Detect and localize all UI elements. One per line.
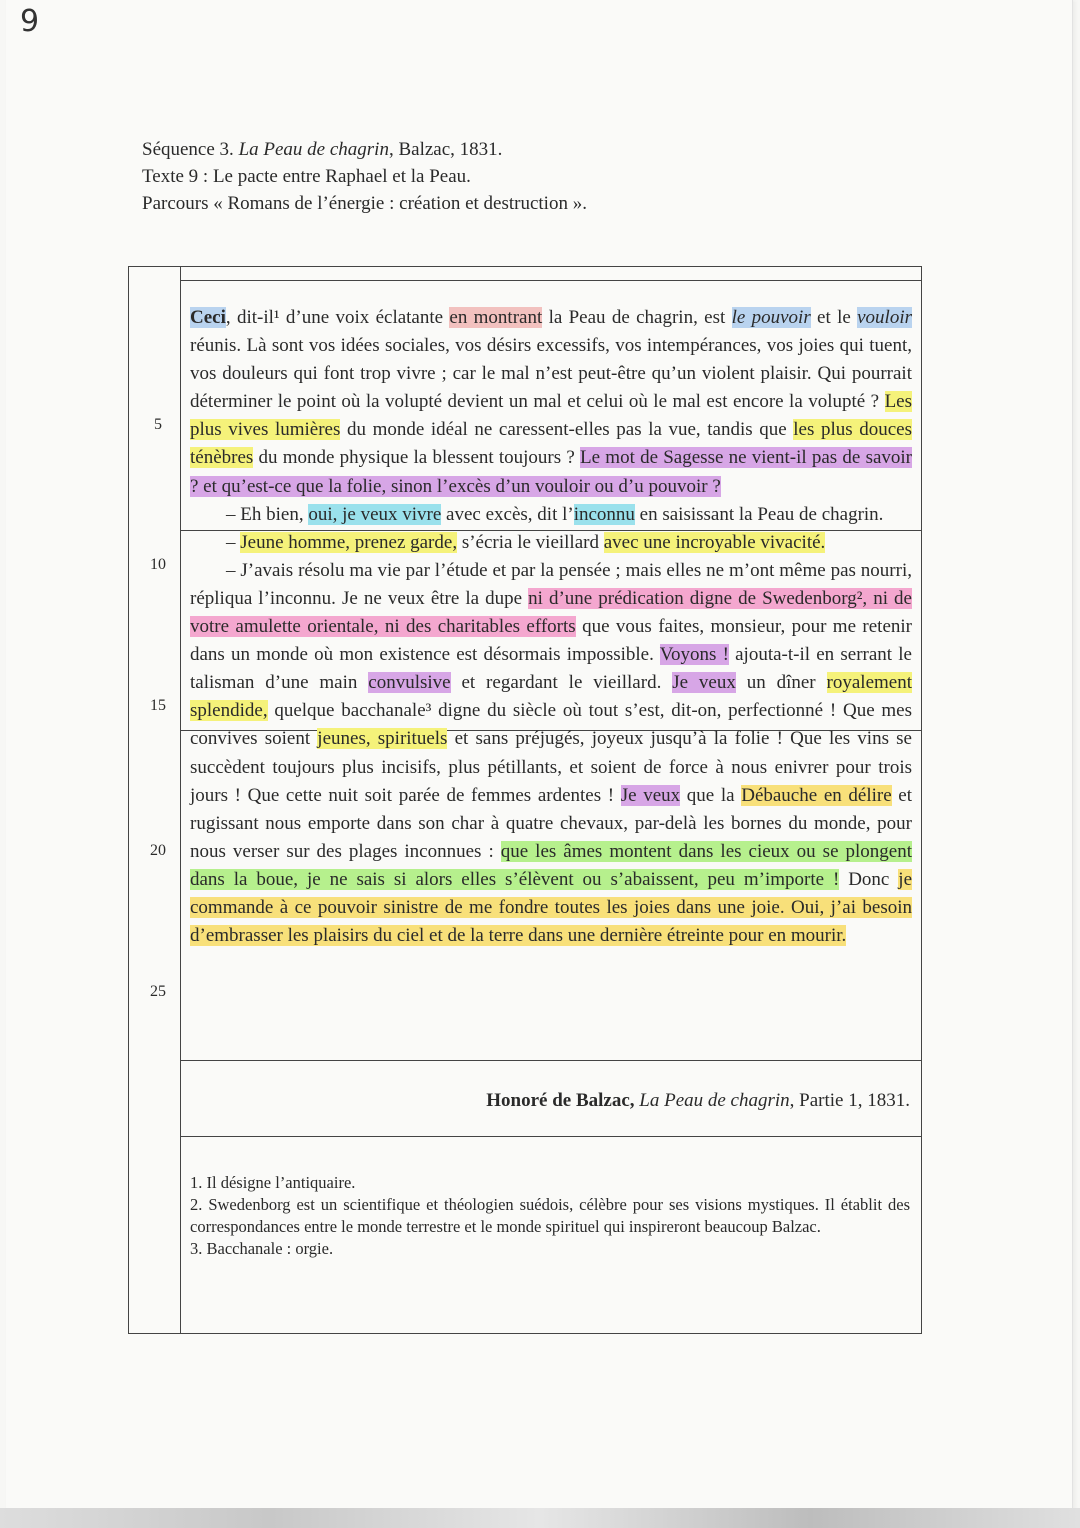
line-number: 15 [150, 697, 166, 714]
highlight: Je veux [672, 672, 736, 694]
footnote: 3. Bacchanale : orgie. [190, 1239, 334, 1258]
highlight: que les âmes montent dans les cieux ou se plongent dans la boue, je ne sais si alors elles s’élèvent ou s’abaissent, peu m’importe ! [190, 840, 912, 890]
frame-top-rule [180, 280, 922, 281]
highlight: oui, je veux vivre [308, 503, 442, 525]
excerpt-text [190, 304, 912, 950]
paragraph-2: – Eh bien, oui, je veux vivre avec excès, dit l’inconnu en saisissant la Peau de chagrin. [226, 503, 884, 525]
line-number-column-divider [180, 266, 181, 1334]
highlight: inconnu [573, 503, 635, 525]
paragraph-1: Ceci, dit-il¹ d’une voix éclatante en montrant la Peau de chagrin, est le pouvoir et le vouloir réunis. Là sont vos idées sociales, vos désirs excessifs, vos intempérances, vos joies qui tuent, vos douleurs qui font trop vivre ; car le mal n’est peut-être qu’un violent plaisir. Qui pourrait déterminer le point où la volupté devient un mal et celui où le mal est encore la volupté ? Les plus vives lumières du monde idéal ne caressent-elles pas la vue, tandis que les plus douces ténèbres du monde physique la blessent toujours ? Le mot de Sagesse ne vient-il pas de savoir ? et qu’est-ce que la folie, sinon l’excès d’un vouloir ou d’u pouvoir ? [190, 307, 913, 497]
header-sequence: Séquence 3. La Peau de chagrin, Balzac, 1831. [142, 139, 503, 160]
source-credit: Honoré de Balzac, La Peau de chagrin, Partie 1, 1831. [486, 1090, 910, 1111]
highlight: Je veux [620, 784, 681, 806]
document-header [142, 136, 587, 217]
header-text-title: Texte 9 : Le pacte entre Raphael et la Peau. [142, 166, 471, 187]
highlight: Jeune homme, prenez garde, [240, 531, 458, 553]
highlight: en montrant [449, 307, 543, 328]
highlight: Voyons ! [659, 644, 729, 666]
highlight: Ceci [190, 307, 226, 328]
highlight: Débauche en délire [741, 784, 892, 806]
highlight: ni d’une prédication digne de Swedenborg², ni de votre amulette orientale, ni des charitables efforts [190, 587, 912, 638]
footnote: 2. Swedenborg est un scientifique et théologien suédois, célèbre pour ses visions mystiques. Il établit des correspondances entre le monde terrestre et le monde spirituel qui inspireront beaucoup Balzac. [190, 1195, 910, 1236]
highlight: le pouvoir [731, 307, 811, 328]
line-number: 25 [150, 983, 166, 1000]
line-number: 5 [154, 416, 162, 433]
highlight: Les plus vives lumières [190, 391, 912, 441]
highlight: je commande à ce pouvoir sinistre de me fondre toutes les joies dans une joie. Oui, j’ai besoin d’embrasser les plaisirs du ciel et de la terre dans une dernière étreinte pour en mourir. [190, 868, 913, 947]
paragraph-3: – Jeune homme, prenez garde, s’écria le vieillard avec une incroyable vivacité. [226, 531, 826, 553]
highlight: convulsive [368, 672, 451, 694]
highlight: Le mot de Sagesse ne vient-il pas de savoir ? et qu’est-ce que la folie, sinon l’excès d’un vouloir ou d’u pouvoir ? [190, 447, 912, 497]
line-number: 20 [150, 842, 166, 859]
paragraph-4: – J’avais résolu ma vie par l’étude et par la pensée ; mais elles ne m’ont même pas nourri, répliqua l’inconnu. Je ne veux être la dupe ni d’une prédication digne de Swedenborg², ni de votre amulette orientale, ni des charitables efforts que vous faites, monsieur, pour me retenir dans un monde où mon existence est désormais impossible. Voyons ! ajouta-t-il en serrant le talisman d’une main convulsive et regardant le vieillard. Je veux un dîner royalement splendide, quelque bacchanale³ digne du siècle où tout s’est, dit-on, perfectionné ! Que mes convives soient jeunes, spirituels et sans préjugés, joyeux jusqu’à la folie ! Que les vins se succèdent toujours plus incisifs, plus pétillants, et soient de force à nous enivrer pour trois jours ! Que cette nuit soit parée de femmes ardentes ! Je veux que la Débauche en délire et rugissant nous emporte dans son char à quatre chevaux, par-delà les bornes du monde, pour nous verser sur des plages inconnues : que les âmes montent dans les cieux ou se plongent dans la boue, je ne sais si alors elles s’élèvent ou s’abaissent, peu m’importe ! Donc je commande à ce pouvoir sinistre de me fondre toutes les joies dans une joie. Oui, j’ai besoin d’embrasser les plaisirs du ciel et de la terre dans une dernière étreinte pour en mourir. [190, 559, 913, 947]
header-parcours: Parcours « Romans de l’énergie : création et destruction ». [142, 193, 587, 214]
footnotes [190, 1172, 910, 1260]
section-divider [180, 1136, 922, 1137]
highlight: vouloir [857, 307, 913, 328]
corner-page-number: 9 [20, 4, 40, 39]
photo-bottom-edge [0, 1508, 1080, 1528]
section-divider [180, 1060, 922, 1061]
highlight: royalement splendide, [190, 672, 912, 722]
highlight: avec une incroyable vivacité. [603, 531, 826, 553]
footnote: 1. Il désigne l’antiquaire. [190, 1173, 356, 1192]
highlight: les plus douces ténèbres [190, 419, 913, 469]
line-number: 10 [150, 556, 166, 573]
highlight: jeunes, spirituels [317, 728, 448, 750]
